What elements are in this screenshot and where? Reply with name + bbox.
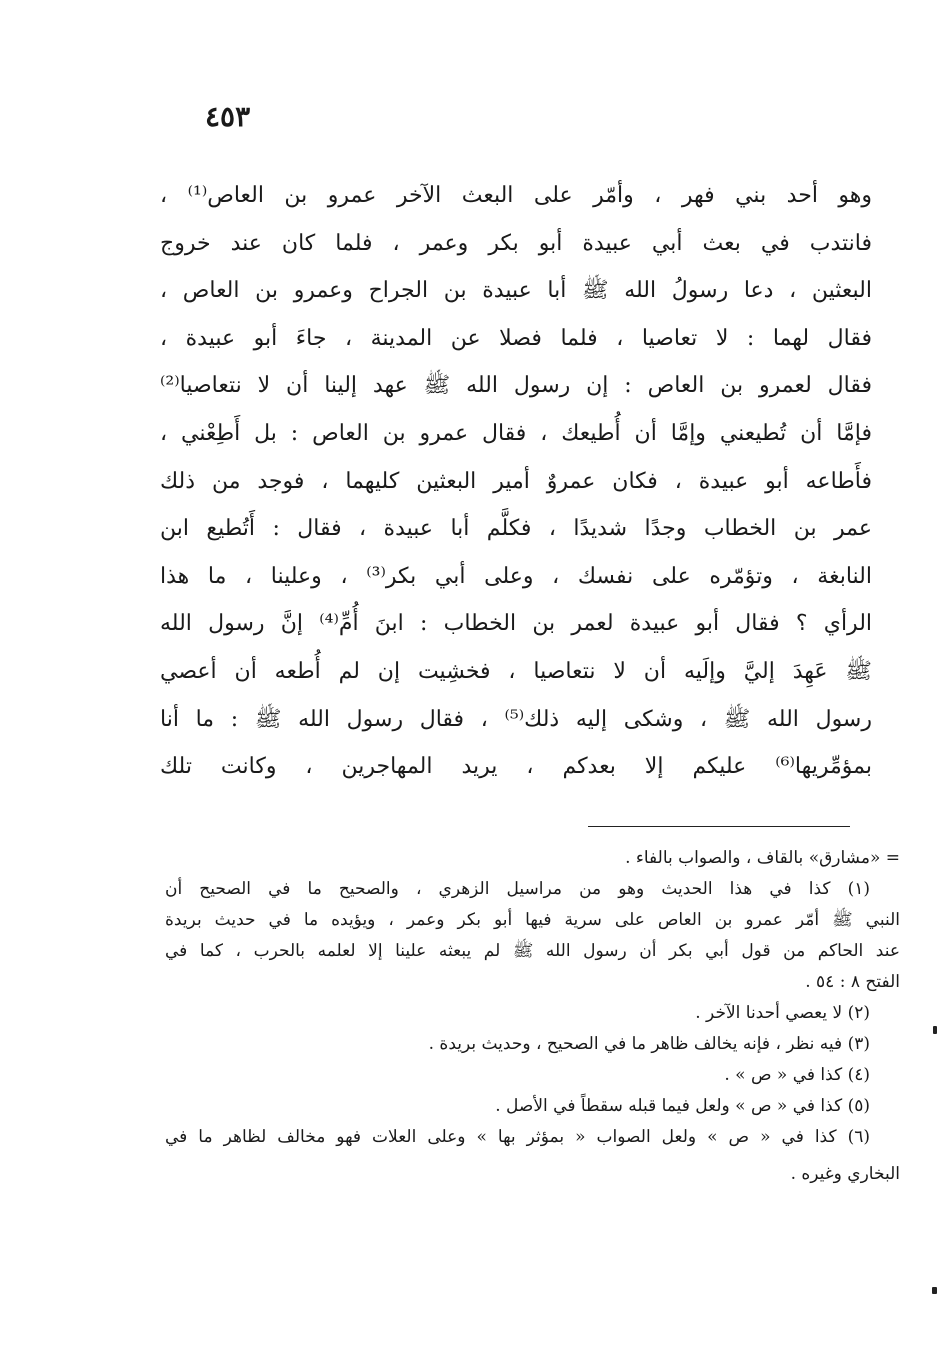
footnote-1-line: النبي ﷺ أمّر عمرو بن العاص على سرية فيها أبو بكر وعمر ، ويؤيده ما في حديث بريدة: [165, 910, 900, 930]
footnote-separator-rule: [588, 826, 850, 827]
footnote-4: (٤) كذا في « ص » .: [724, 1065, 870, 1085]
main-text-line: النابغة ، وتؤمّره على نفسك ، وعلى أبي بكر⁽³⁾ ، وعلينا ، ما هذا: [160, 563, 872, 589]
main-text-line: البعثين ، دعا رسولُ الله ﷺ أبا عبيدة بن الجراح وعمرو بن العاص ،: [160, 278, 872, 304]
footnote-1-line: الفتح ٨ : ٥٤ .: [805, 972, 900, 992]
footnote-1-line: عند الحاكم من قول أبي بكر أن رسول الله ﷺ لم يبعثه علينا إلا لعلمه بالحرب ، كما في: [165, 941, 900, 961]
footnote-6-line: البخاري وغيره .: [790, 1164, 900, 1184]
main-text-line: فأَطاعه أبو عبيدة ، فكان عمروٌ أمير البعثين كليهما ، فوجد من ذلك: [160, 468, 872, 494]
page-number: ٤٥٣: [205, 100, 251, 133]
margin-ink-mark: [933, 1026, 937, 1034]
footnote-3: (٣) فيه نظر ، فإنه يخالف ظاهر ما في الصحيح ، وحديث بريدة .: [428, 1034, 870, 1054]
main-text-line: فانتدب في بعث أبي عبيدة أبو بكر وعمر ، فلما كان عند خروج: [160, 230, 872, 256]
footnote-5: (٥) كذا في « ص » ولعل فيما قبله سقطاً في الأصل .: [495, 1096, 870, 1116]
main-text-body: [160, 172, 872, 791]
main-text-line: عمر بن الخطاب وجدًا شديدًا ، فكلَّم أبا عبيدة ، فقال : أَتُطيع ابن: [160, 516, 872, 542]
main-text-line: فقال لعمرو بن العاص : إن رسول الله ﷺ عهد إلينا أن لا نتعاصيا⁽²⁾: [160, 373, 872, 399]
main-text-line: الرأي ؟ فقال أبو عبيدة لعمر بن الخطاب : ابنَ أُمِّ⁽⁴⁾ إنَّ رسول الله: [160, 611, 873, 637]
footnote-6-line: (٦) كذا في « ص » ولعل الصواب « بمؤثر بها » وعلى العلات فهو مخالف لظاهر ما في: [165, 1127, 870, 1147]
main-text-line: بمؤمِّريها⁽⁶⁾ عليكم إلا بعدكم ، يريد المهاجرين ، وكانت تلك: [160, 754, 872, 780]
footnote-continuation: = «مشارق» بالقاف ، والصواب بالفاء .: [625, 848, 900, 868]
margin-ink-mark: [932, 1287, 937, 1294]
main-text-line: ﷺ عَهِدَ إليَّ وإلَيه أن لا نتعاصيا ، فخشِيت إن لم أُطعه أن أعصي: [160, 658, 872, 684]
footnote-2: (٢) لا يعصي أحدنا الآخر .: [695, 1003, 870, 1023]
main-text-line: فإمَّا أن تُطيعني وإمَّا أن أُطيعك ، فقال عمرو بن العاص : بل أَطِعْني ،: [160, 420, 872, 446]
main-text-line: رسول الله ﷺ ، وشكى إليه ذلك⁽⁵⁾ ، فقال رسول الله ﷺ : ما أنا: [160, 706, 872, 732]
footnote-1-line: (١) كذا في هذا الحديث وهو من مراسيل الزهري ، والصحيح ما في الصحيح أن: [165, 879, 870, 899]
main-text-line: وهو أحد بني فهر ، وأمّر على البعث الآخر عمرو بن العاص⁽¹⁾ ،: [160, 183, 872, 208]
footnotes-section: [165, 843, 900, 1190]
main-text-line: فقال لهما : لا تعاصيا ، فلما فصلا عن المدينة ، جاءَ أبو عبيدة ،: [160, 325, 872, 351]
